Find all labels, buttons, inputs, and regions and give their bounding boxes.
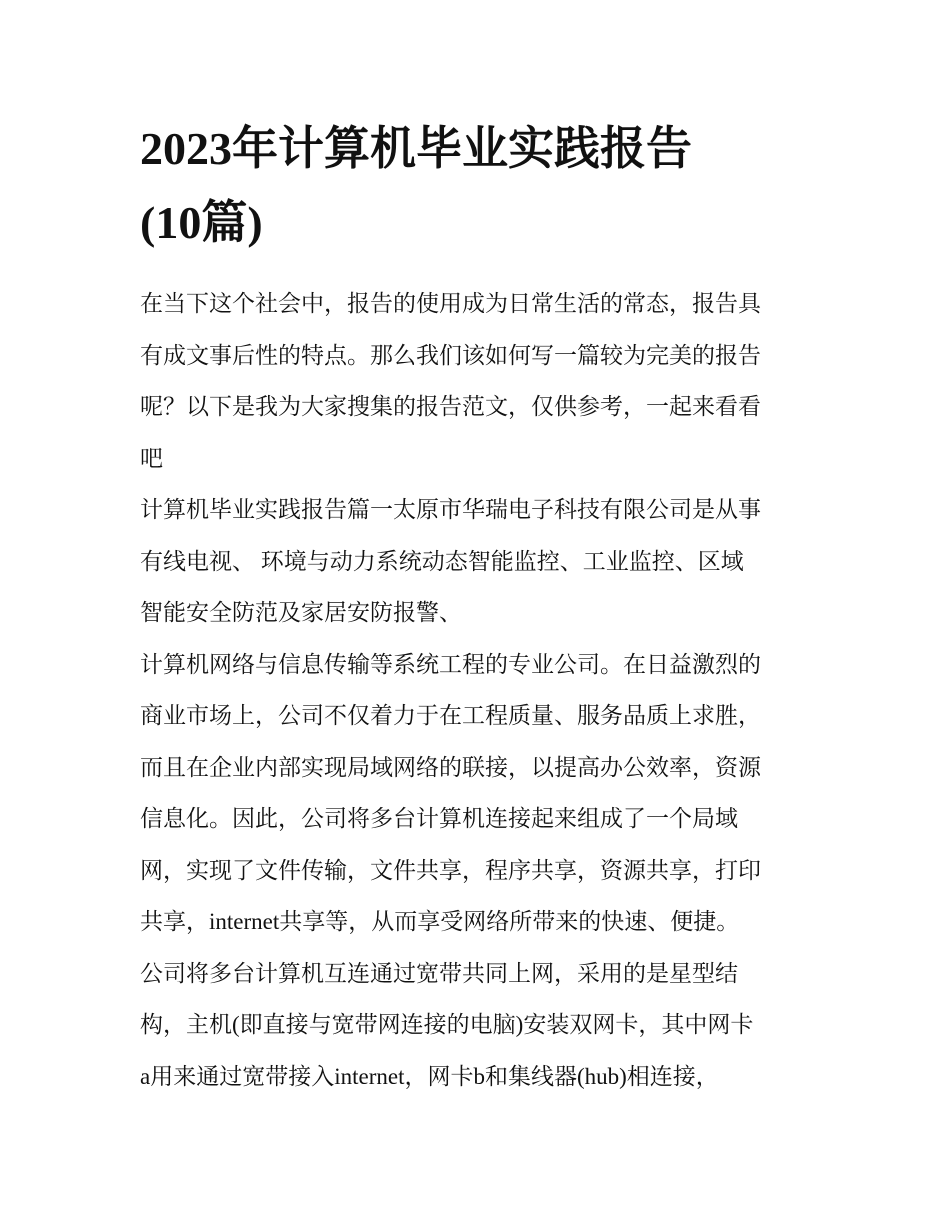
body-line: 网，实现了文件传输，文件共享，程序共享，资源共享，打印 xyxy=(140,857,761,883)
body-line: 有成文事后性的特点。那么我们该如何写一篇较为完美的报告 xyxy=(140,342,761,368)
title-line-1: 2023年计算机毕业实践报告 xyxy=(140,123,692,174)
body-line: 有线电视、 环境与动力系统动态智能监控、工业监控、区域 xyxy=(140,548,744,574)
title-line-2: (10篇) xyxy=(140,197,263,248)
body-line: 信息化。因此，公司将多台计算机连接起来组成了一个局域 xyxy=(140,806,738,831)
body-line: 智能安全防范及家居安防报警、 xyxy=(140,600,462,625)
body-line: 共享，internet共享等，从而享受网络所带来的快速、便捷。 xyxy=(140,909,740,934)
body-line: 商业市场上，公司不仅着力于在工程质量、服务品质上求胜， xyxy=(140,703,761,728)
body-line: 吧 xyxy=(140,445,163,471)
body-line: 计算机毕业实践报告篇一太原市华瑞电子科技有限公司是从事 xyxy=(140,497,761,522)
body-line: 在当下这个社会中，报告的使用成为日常生活的常态，报告具 xyxy=(140,291,761,316)
body-line: 呢？以下是我为大家搜集的报告范文，仅供参考，一起来看看 xyxy=(140,394,761,419)
body-line: 而且在企业内部实现局域网络的联接，以提高办公效率，资源 xyxy=(140,754,761,780)
body-line: a用来通过宽带接入internet，网卡b和集线器(hub)相连接， xyxy=(140,1063,719,1089)
body-line: 公司将多台计算机互连通过宽带共同上网，采用的是星型结 xyxy=(140,960,738,986)
document-title xyxy=(140,112,820,260)
body-line: 构，主机(即直接与宽带网连接的电脑)安装双网卡，其中网卡 xyxy=(140,1012,754,1037)
body-line: 计算机网络与信息传输等系统工程的专业公司。在日益激烈的 xyxy=(140,651,761,677)
document-body xyxy=(140,278,820,1102)
